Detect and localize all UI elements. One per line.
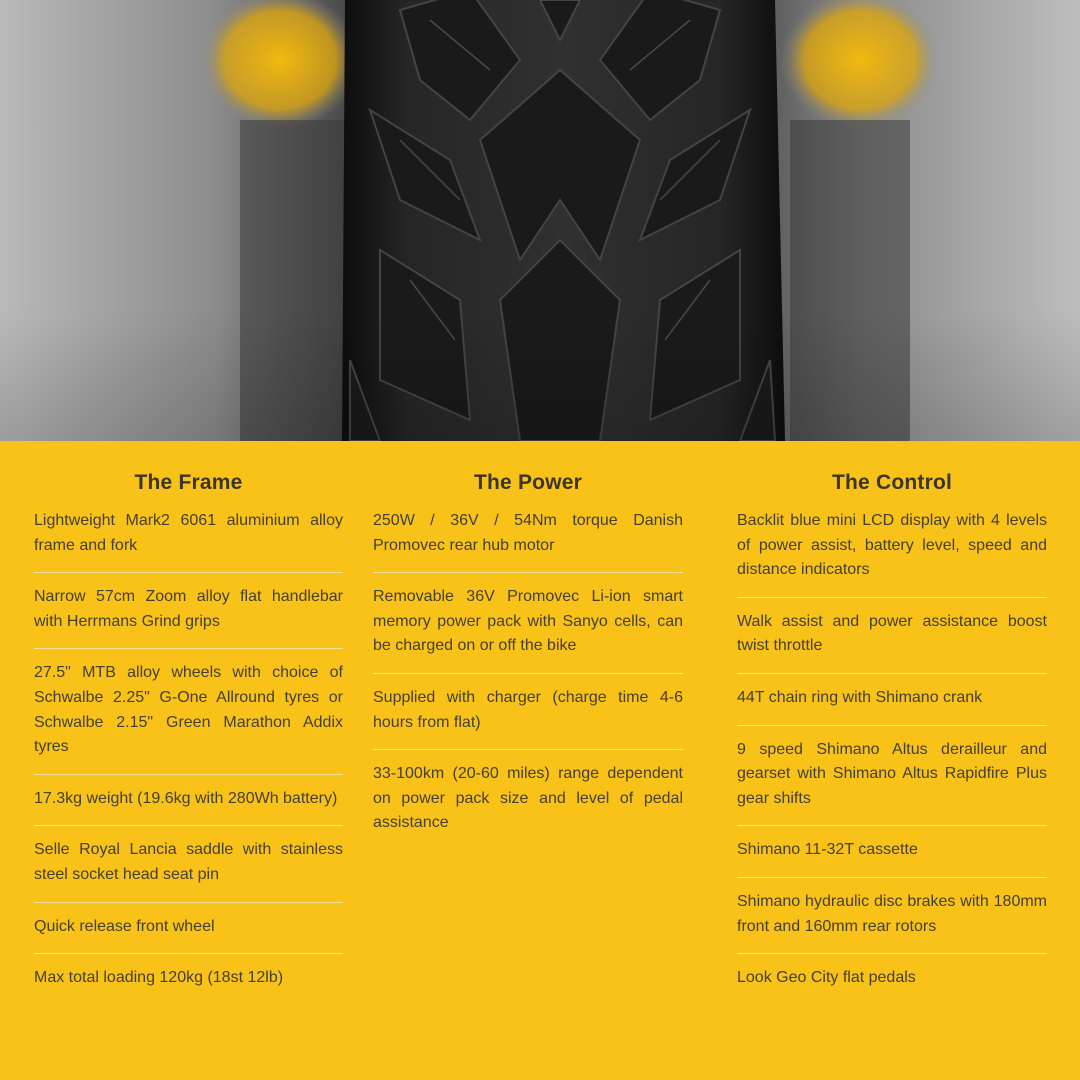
power-title: The Power [474,471,582,494]
spec-item: Walk assist and power assistance boost twist throttle [737,598,1047,674]
control-title: The Control [831,471,953,494]
frame-column [34,441,343,1005]
power-spec-list [373,505,683,850]
spec-item: 17.3kg weight (19.6kg with 280Wh battery) [34,775,343,827]
spec-item: Backlit blue mini LCD display with 4 levels of power assist, battery level, speed and distance indicators [737,505,1047,598]
spec-item: 250W / 36V / 54Nm torque Danish Promovec rear hub motor [373,505,683,573]
tyre-tread-image [0,0,1080,441]
power-column [373,441,683,850]
spec-item: 9 speed Shimano Altus derailleur and gearset with Shimano Altus Rapidfire Plus gear shifts [737,726,1047,827]
spec-item: Supplied with charger (charge time 4-6 hours from flat) [373,674,683,750]
spec-item: Shimano hydraulic disc brakes with 180mm front and 160mm rear rotors [737,878,1047,954]
frame-title: The Frame [134,471,243,494]
control-spec-list [737,505,1047,1005]
spec-item: Look Geo City flat pedals [737,969,916,987]
spec-item: 33-100km (20-60 miles) range dependent on power pack size and level of pedal assistance [373,765,683,832]
spec-item: Max total loading 120kg (18st 12lb) [34,969,284,987]
hero-tyre-photo [0,0,1080,441]
spec-item: 27.5" MTB alloy wheels with choice of Schwalbe 2.25" G-One Allround tyres or Schwalbe 2.15" Green Marathon Addix tyres [34,649,343,774]
spec-item: Lightweight Mark2 6061 aluminium alloy frame and fork [34,505,343,573]
spec-item: Narrow 57cm Zoom alloy flat handlebar with Herrmans Grind grips [34,573,343,649]
frame-spec-list [34,505,343,1005]
spec-item: Selle Royal Lancia saddle with stainless steel socket head seat pin [34,826,343,902]
spec-item: Shimano 11-32T cassette [737,826,1047,878]
spec-item: Quick release front wheel [34,903,343,955]
control-column [737,441,1047,1005]
specifications-panel [0,441,1080,1080]
spec-item: 44T chain ring with Shimano crank [737,674,1047,726]
spec-item: Removable 36V Promovec Li-ion smart memory power pack with Sanyo cells, can be charged on or off the bike [373,573,683,674]
